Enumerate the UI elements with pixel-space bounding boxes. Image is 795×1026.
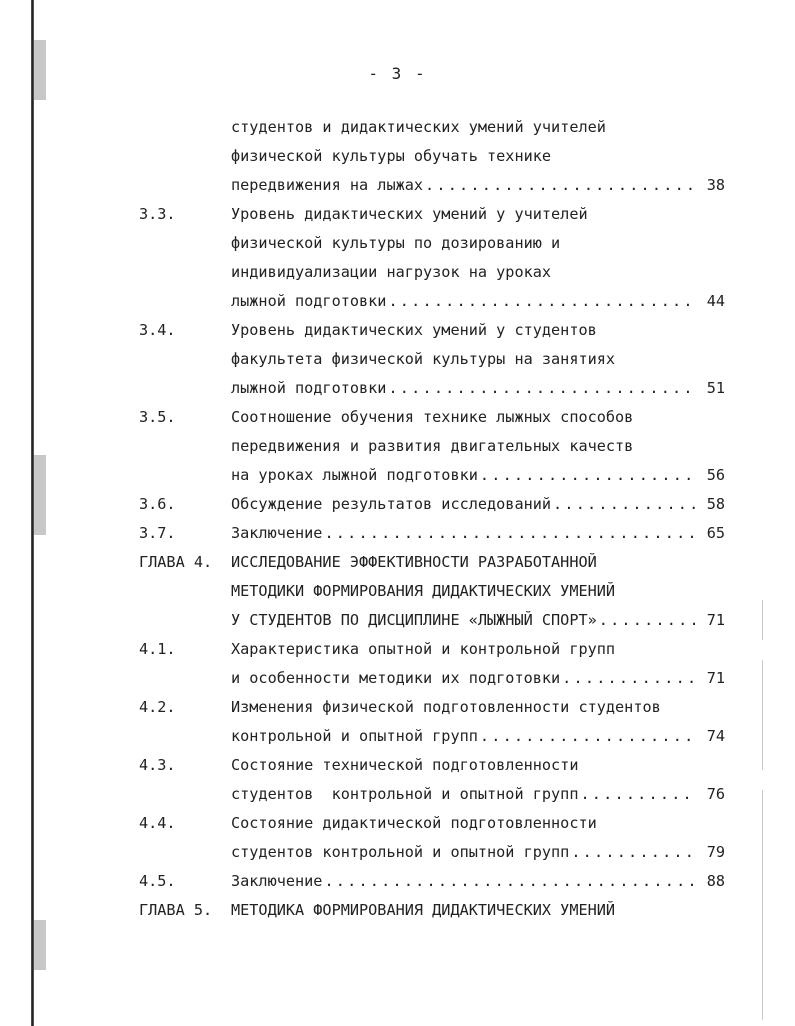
toc-page-number: 79 <box>706 843 725 861</box>
toc-page-number: 88 <box>706 872 725 890</box>
toc-leader-line <box>231 782 725 806</box>
toc-entry-text-line: Изменения физической подготовленности студентов <box>231 698 661 716</box>
toc-entry-text-line: факультета физической культуры на занятиях <box>231 350 616 368</box>
toc-entry-text-line: Уровень дидактических умений у студентов <box>231 321 597 339</box>
toc-entry-number: 3.4. <box>139 321 176 339</box>
toc-entry-text-line: индивидуализации нагрузок на уроках <box>231 263 552 281</box>
toc-page-number: 51 <box>706 379 725 397</box>
dot-leader <box>322 521 695 545</box>
toc-entry-text-line: передвижения на лыжах <box>231 176 424 194</box>
toc-entry-text-line: МЕТОДИКА ФОРМИРОВАНИЯ ДИДАКТИЧЕСКИХ УМЕНИЙ <box>231 901 616 919</box>
toc-leader-line <box>231 666 725 690</box>
toc-page-number: 38 <box>706 176 725 194</box>
dot-leader <box>551 492 695 516</box>
toc-entry-text-line: Соотношение обучения технике лыжных способов <box>231 408 634 426</box>
dot-leader <box>423 173 695 197</box>
toc-entry-text-line: ИССЛЕДОВАНИЕ ЭФФЕКТИВНОСТИ РАЗРАБОТАННОЙ <box>231 553 597 571</box>
toc-leader-line <box>231 289 725 313</box>
page-number: - 3 - <box>368 64 427 83</box>
toc-entry-text-line: студентов контрольной и опытной групп <box>231 785 579 803</box>
toc-page-number: 65 <box>706 524 725 542</box>
toc-entry-text-line: на уроках лыжной подготовки <box>231 466 478 484</box>
toc-entry-text-line: Состояние дидактической подготовленности <box>231 814 597 832</box>
toc-entry-number: 4.2. <box>139 698 176 716</box>
toc-leader-line <box>231 173 725 197</box>
toc-page-number: 71 <box>706 669 725 687</box>
toc-entry-text-line: У СТУДЕНТОВ ПО ДИСЦИПЛИНЕ «ЛЫЖНЫЙ СПОРТ» <box>231 611 597 629</box>
dot-leader <box>322 869 695 893</box>
dot-leader <box>478 724 695 748</box>
toc-entry-text-line: лыжной подготовки <box>231 292 387 310</box>
toc-entry-number: 4.4. <box>139 814 176 832</box>
toc-entry-text-line: Уровень дидактических умений у учителей <box>231 205 588 223</box>
dot-leader <box>478 463 695 487</box>
toc-entry-number: 3.6. <box>139 495 176 513</box>
toc-page-number: 76 <box>706 785 725 803</box>
toc-entry-text-line: физической культуры обучать технике <box>231 147 552 165</box>
toc-entry-text-line: физической культуры по дозированию и <box>231 234 561 252</box>
toc-entry-text-line: Заключение <box>231 524 323 542</box>
toc-entry-text-line: Заключение <box>231 872 323 890</box>
toc-leader-line <box>231 376 725 400</box>
toc-entry-text-line: Обсуждение результатов исследований <box>231 495 552 513</box>
toc-entry-number: 4.5. <box>139 872 176 890</box>
dot-leader <box>560 666 695 690</box>
toc-entry-number: 3.7. <box>139 524 176 542</box>
toc-leader-line <box>231 724 725 748</box>
toc-leader-line <box>231 463 725 487</box>
dot-leader <box>569 840 695 864</box>
toc-entry-text-line: студентов контрольной и опытной групп <box>231 843 570 861</box>
toc-page-number: 74 <box>706 727 725 745</box>
toc-page-number: 44 <box>706 292 725 310</box>
toc-leader-line <box>231 869 725 893</box>
toc-entry-text-line: контрольной и опытной групп <box>231 727 478 745</box>
toc-entry-number: ГЛАВА 5. <box>139 901 213 919</box>
toc-page-number: 58 <box>706 495 725 513</box>
dot-leader <box>386 289 695 313</box>
toc-entry-number: ГЛАВА 4. <box>139 553 213 571</box>
toc-leader-line <box>231 840 725 864</box>
toc-leader-line <box>231 608 725 632</box>
toc-page-number: 71 <box>706 611 725 629</box>
toc-entry-text-line: передвижения и развития двигательных качеств <box>231 437 634 455</box>
toc-leader-line <box>231 521 725 545</box>
toc-entry-number: 4.3. <box>139 756 176 774</box>
toc-leader-line <box>231 492 725 516</box>
toc-entry-text-line: и особенности методики их подготовки <box>231 669 561 687</box>
toc-entry-text-line: лыжной подготовки <box>231 379 387 397</box>
dot-leader <box>386 376 695 400</box>
toc-entry-text-line: Характеристика опытной и контрольной групп <box>231 640 616 658</box>
toc-entry-number: 3.5. <box>139 408 176 426</box>
toc-entry-number: 3.3. <box>139 205 176 223</box>
toc-entry-text-line: Состояние технической подготовленности <box>231 756 579 774</box>
dot-leader <box>597 608 695 632</box>
dot-leader <box>578 782 695 806</box>
toc-entry-number: 4.1. <box>139 640 176 658</box>
toc-entry-text-line: студентов и дидактических умений учителей <box>231 118 606 136</box>
toc-page-number: 56 <box>706 466 725 484</box>
toc-entry-text-line: МЕТОДИКИ ФОРМИРОВАНИЯ ДИДАКТИЧЕСКИХ УМЕНИЙ <box>231 582 616 600</box>
